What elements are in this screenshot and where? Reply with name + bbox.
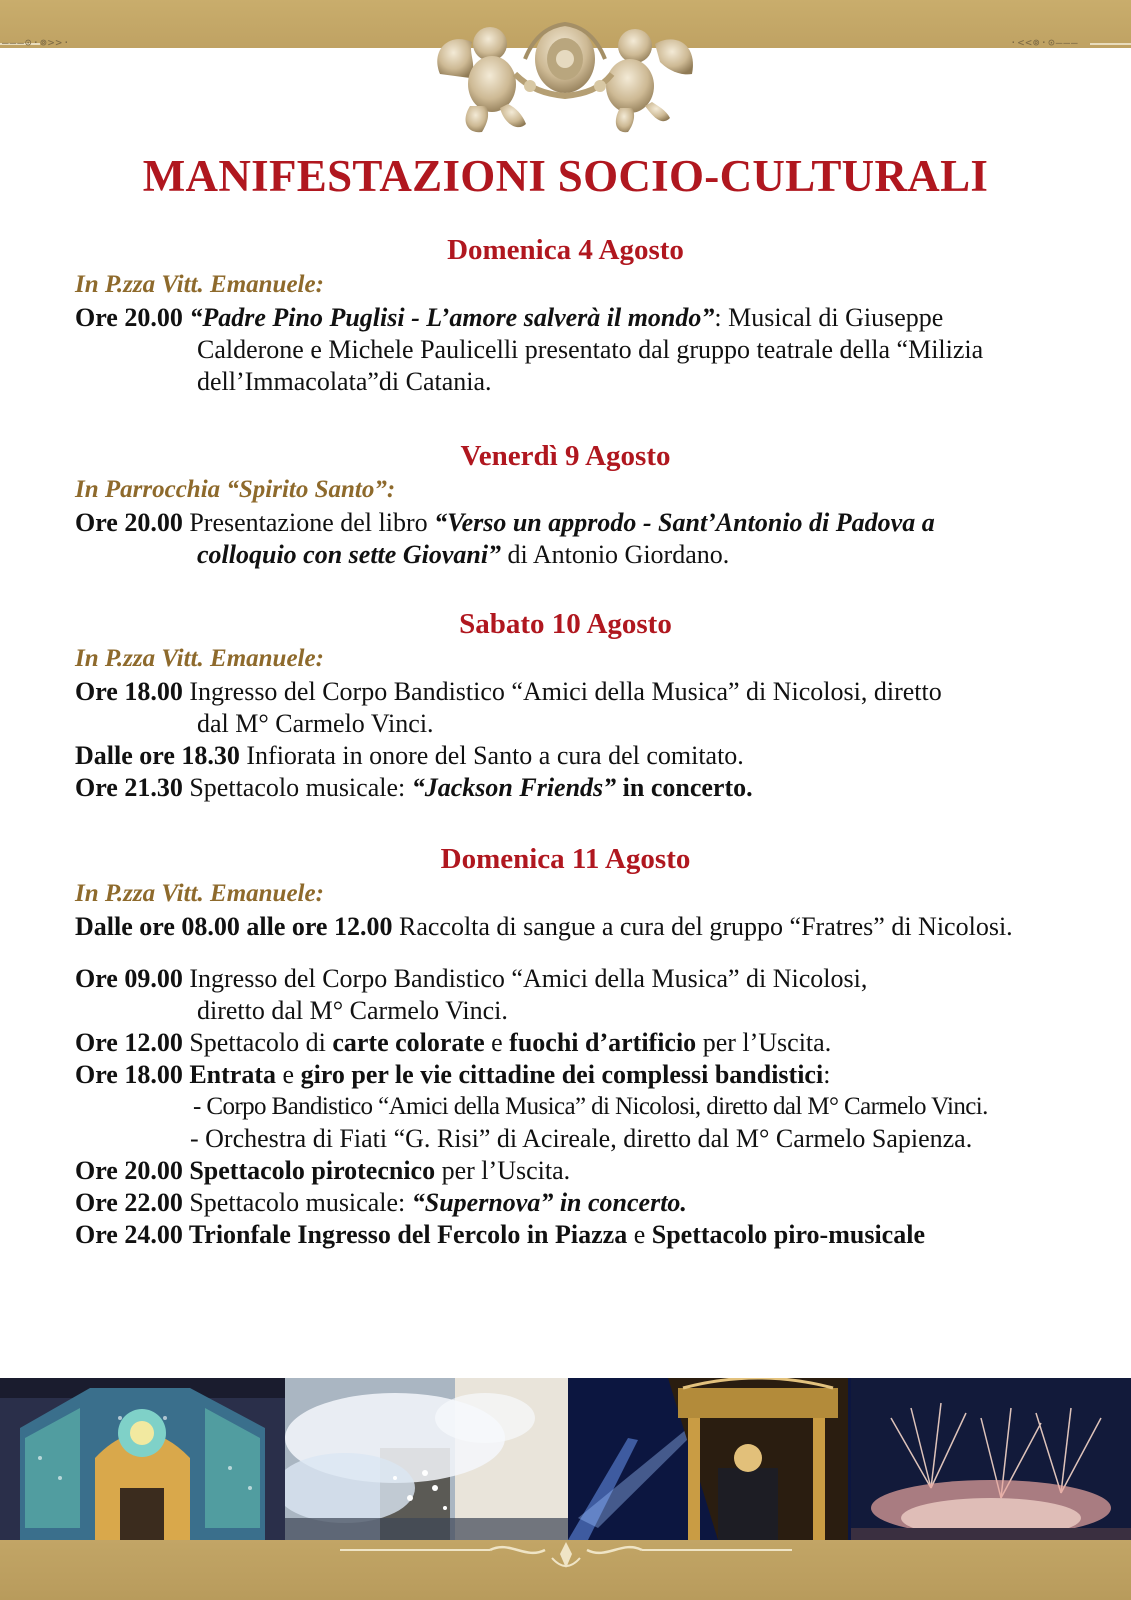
page-title: MANIFESTAZIONI SOCIO-CULTURALI xyxy=(142,151,989,201)
event-text: Spettacolo musicale: xyxy=(182,1188,412,1217)
event-title: “Verso un approdo - Sant’Antonio di Padova a xyxy=(434,508,935,537)
place-label: In P.zza Vitt. Emanuele: xyxy=(75,880,324,907)
event-time: Ore 18.00 xyxy=(75,677,183,706)
event-time: Ore 18.00 xyxy=(75,1060,190,1089)
event-time: Ore 09.00 xyxy=(75,964,183,993)
event-text: Raccolta di sangue a cura del gruppo “Fratres” di Nicolosi. xyxy=(392,912,1013,941)
event-time: Dalle ore 18.30 xyxy=(75,741,240,770)
event-text: e xyxy=(484,1028,510,1057)
event-text: e xyxy=(276,1060,301,1089)
fireworks-photo xyxy=(851,1378,1131,1540)
cherubs-ornament xyxy=(430,14,700,144)
event-text: per l’Uscita. xyxy=(696,1028,832,1057)
event-line-continuation xyxy=(197,539,729,571)
event-highlight: fuochi d’artificio xyxy=(509,1028,697,1057)
event-text: per l’Uscita. xyxy=(435,1156,571,1185)
event-line xyxy=(75,1187,687,1219)
event-time: Ore 12.00 xyxy=(75,1028,183,1057)
event-highlight: Trionfale Ingresso del Fercolo in Piazza xyxy=(188,1220,628,1249)
event-text: in concerto. xyxy=(616,773,753,802)
event-text: Spettacolo di xyxy=(182,1028,333,1057)
day-heading-11-agosto: Domenica 11 Agosto xyxy=(440,843,691,875)
event-line-continuation: Calderone e Michele Paulicelli presentato dal gruppo teatrale della “Milizia xyxy=(197,335,984,364)
event-line xyxy=(75,676,942,708)
band-list-item: - Orchestra di Fiati “G. Risi” di Acireale, diretto dal M° Carmelo Sapienza. xyxy=(190,1124,973,1153)
illuminated-arch-photo xyxy=(0,1378,285,1540)
event-text: Ingresso del Corpo Bandistico “Amici della Musica” di Nicolosi, xyxy=(182,964,868,993)
event-line xyxy=(75,1027,831,1059)
event-line xyxy=(75,911,1013,943)
event-text: Infiorata in onore del Santo a cura del comitato. xyxy=(239,741,744,770)
event-line xyxy=(75,1059,830,1091)
event-highlight: giro per le vie cittadine dei complessi bandistici xyxy=(300,1060,824,1089)
band-list-item: - Corpo Bandistico “Amici della Musica” di Nicolosi, diretto dal M° Carmelo Vinci. xyxy=(193,1093,988,1120)
event-time: Dalle ore 08.00 alle ore 12.00 xyxy=(75,912,393,941)
event-text: Spettacolo musicale: xyxy=(182,773,412,802)
fercolo-night-photo xyxy=(568,1378,851,1540)
event-highlight: Spettacolo piro-musicale xyxy=(651,1220,925,1249)
event-text: di Antonio Giordano. xyxy=(501,540,730,569)
top-right-ornament-line xyxy=(1090,43,1131,45)
event-line-continuation: dal M° Carmelo Vinci. xyxy=(197,709,434,738)
confetti-procession-photo xyxy=(285,1378,568,1540)
event-time: Ore 22.00 xyxy=(75,1188,183,1217)
event-text: : Musical di Giuseppe xyxy=(714,303,944,332)
place-label: In Parrocchia “Spirito Santo”: xyxy=(75,476,396,503)
event-text: : xyxy=(823,1060,831,1089)
top-left-ornament: ———⊙·⊚>>· xyxy=(2,36,71,49)
event-highlight: Entrata xyxy=(189,1060,277,1089)
event-line xyxy=(75,740,744,772)
photo-strip xyxy=(0,1378,1131,1540)
event-line-continuation: dell’Immacolata”di Catania. xyxy=(197,367,492,396)
event-line xyxy=(75,1155,570,1187)
event-line xyxy=(75,1219,925,1251)
day-heading-4-agosto: Domenica 4 Agosto xyxy=(447,234,684,266)
place-label: In P.zza Vitt. Emanuele: xyxy=(75,271,324,298)
event-time: Ore 24.00 xyxy=(75,1220,189,1249)
place-label: In P.zza Vitt. Emanuele: xyxy=(75,645,324,672)
event-title: colloquio con sette Giovani” xyxy=(197,540,502,569)
event-highlight: carte colorate xyxy=(332,1028,485,1057)
top-right-ornament: ·<<⊚·⊙——— xyxy=(1010,36,1079,49)
event-text: Presentazione del libro xyxy=(182,508,435,537)
event-text: Ingresso del Corpo Bandistico “Amici della Musica” di Nicolosi, diretto xyxy=(182,677,942,706)
event-title: “Jackson Friends” xyxy=(411,773,617,802)
event-line xyxy=(75,963,867,995)
event-line xyxy=(75,302,943,334)
event-line xyxy=(75,507,935,539)
event-time: Ore 20.00 xyxy=(75,1156,190,1185)
event-time: Ore 20.00 xyxy=(75,303,190,332)
event-line xyxy=(75,772,753,804)
bottom-ornament xyxy=(340,1532,792,1582)
day-heading-10-agosto: Sabato 10 Agosto xyxy=(459,608,672,640)
event-text: e xyxy=(627,1220,652,1249)
event-line-continuation: diretto dal M° Carmelo Vinci. xyxy=(197,996,508,1025)
day-heading-9-agosto: Venerdì 9 Agosto xyxy=(460,440,671,472)
event-title: “Supernova” in concerto. xyxy=(411,1188,687,1217)
event-title: “Padre Pino Puglisi - L’amore salverà il mondo” xyxy=(189,303,715,332)
event-highlight: Spettacolo pirotecnico xyxy=(189,1156,436,1185)
event-time: Ore 21.30 xyxy=(75,773,183,802)
event-time: Ore 20.00 xyxy=(75,508,183,537)
